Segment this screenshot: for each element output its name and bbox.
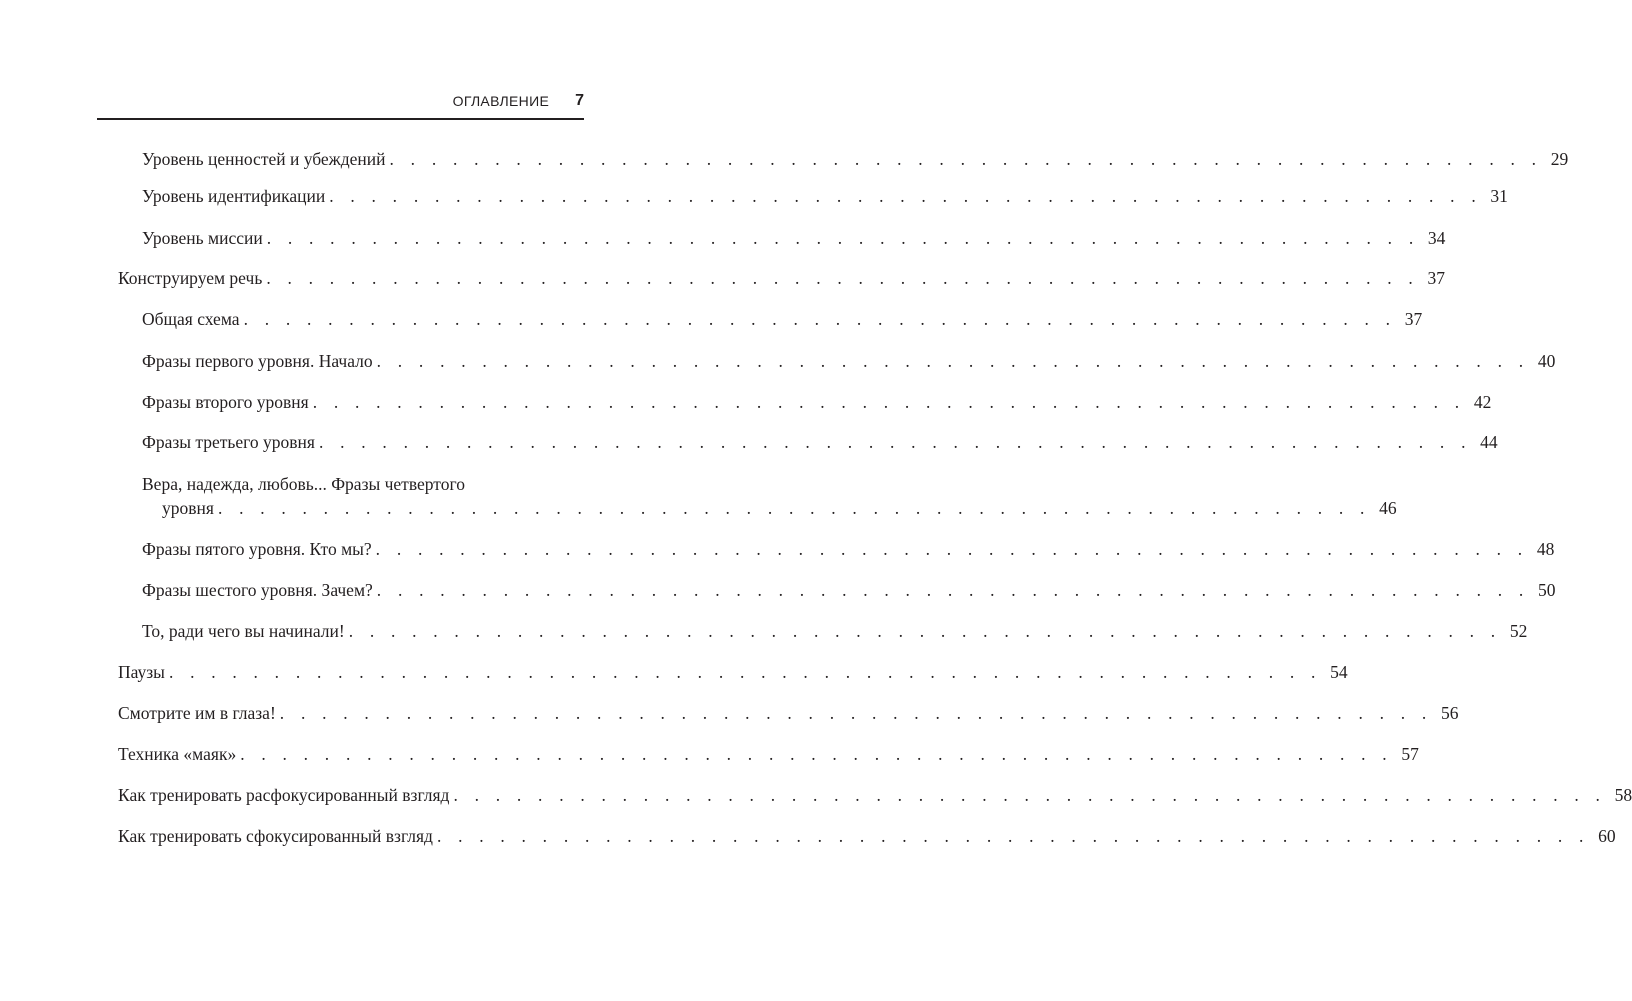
toc-entry-title: То, ради чего вы начинали! [142, 621, 345, 641]
dot-leader: . . . . . . . . . . . . . . . . . . . . . . . . . . . . . . . . . . . . . . . . . . . . . . . . . . . . . . . [453, 785, 1607, 805]
dot-leader: . . . . . . . . . . . . . . . . . . . . . . . . . . . . . . . . . . . . . . . . . . . . . . . . . . . . . . . [329, 186, 1482, 206]
toc-entry-page: 29 [1550, 149, 1569, 169]
toc-entry-title: Техника «маяк» [118, 744, 237, 764]
toc-entry-page: 60 [1598, 826, 1616, 846]
dot-leader: . . . . . . . . . . . . . . . . . . . . . . . . . . . . . . . . . . . . . . . . . . . . . . . . . . . . . . . [266, 228, 1420, 248]
dot-leader: . . . . . . . . . . . . . . . . . . . . . . . . . . . . . . . . . . . . . . . . . . . . . . . . . . . . . . . [279, 703, 1433, 723]
toc-entry-page: 40 [1537, 351, 1556, 371]
toc-entry-page: 54 [1330, 662, 1348, 682]
toc-entry-title: Как тренировать расфокусированный взгляд [118, 785, 450, 805]
toc-entry[interactable] [142, 348, 1556, 374]
toc-entry-title: Фразы шестого уровня. Зачем? [142, 580, 373, 600]
toc-entry[interactable] [118, 782, 1632, 808]
dot-leader: . . . . . . . . . . . . . . . . . . . . . . . . . . . . . . . . . . . . . . . . . . . . . . . . . . . . . . . [217, 498, 1371, 518]
toc-entry[interactable] [118, 659, 1348, 685]
toc-entry[interactable] [142, 536, 1555, 562]
dot-leader: . . . . . . . . . . . . . . . . . . . . . . . . . . . . . . . . . . . . . . . . . . . . . . . . . . . . . . . [348, 621, 1502, 641]
toc-entry[interactable] [142, 577, 1556, 603]
toc-entry-page: 56 [1440, 703, 1459, 723]
toc-entry-title: Общая схема [142, 309, 240, 329]
toc-entry[interactable] [142, 225, 1446, 251]
toc-entry[interactable] [118, 741, 1419, 767]
toc-entry[interactable] [142, 389, 1492, 415]
dot-leader: . . . . . . . . . . . . . . . . . . . . . . . . . . . . . . . . . . . . . . . . . . . . . . . . . . . . . . . [243, 309, 1397, 329]
toc-entry-page: 44 [1480, 432, 1498, 452]
toc-entry-title: Фразы пятого уровня. Кто мы? [142, 539, 372, 559]
toc-entry-title-line2: уровня [162, 498, 214, 518]
toc-entry-page: 50 [1537, 580, 1556, 600]
toc-entry-page: 37 [1404, 309, 1423, 329]
toc-entry-page: 37 [1427, 268, 1445, 288]
toc-entry-page: 34 [1427, 228, 1446, 248]
dot-leader: . . . . . . . . . . . . . . . . . . . . . . . . . . . . . . . . . . . . . . . . . . . . . . . . . . . . . . . [389, 149, 1543, 169]
toc-entry[interactable] [142, 183, 1508, 209]
toc-entry-title: Фразы первого уровня. Начало [142, 351, 373, 371]
toc-entry-page: 42 [1473, 392, 1492, 412]
page-number: 7 [575, 92, 584, 109]
toc-entry-title: Конструируем речь [118, 268, 263, 288]
toc-entry[interactable] [118, 823, 1616, 849]
header-rule [97, 118, 584, 120]
toc-entry[interactable] [142, 306, 1423, 332]
dot-leader: . . . . . . . . . . . . . . . . . . . . . . . . . . . . . . . . . . . . . . . . . . . . . . . . . . . . . . . [312, 392, 1466, 412]
toc-entry-title: Фразы второго уровня [142, 392, 309, 412]
toc-entry[interactable] [142, 146, 1569, 172]
toc-entry-title: Уровень идентификации [142, 186, 326, 206]
toc-entry-page: 48 [1536, 539, 1555, 559]
toc-entry-page: 46 [1379, 498, 1397, 518]
dot-leader: . . . . . . . . . . . . . . . . . . . . . . . . . . . . . . . . . . . . . . . . . . . . . . . . . . . . . . . [168, 662, 1322, 682]
toc-entry-title: Уровень миссии [142, 228, 263, 248]
toc-entry[interactable] [142, 429, 1498, 455]
running-header [97, 88, 584, 114]
toc-entry-title: Смотрите им в глаза! [118, 703, 276, 723]
dot-leader: . . . . . . . . . . . . . . . . . . . . . . . . . . . . . . . . . . . . . . . . . . . . . . . . . . . . . . . [376, 580, 1530, 600]
toc-entry-title: Паузы [118, 662, 165, 682]
toc-entry-title: Как тренировать сфокусированный взгляд [118, 826, 433, 846]
dot-leader: . . . . . . . . . . . . . . . . . . . . . . . . . . . . . . . . . . . . . . . . . . . . . . . . . . . . . . . [436, 826, 1590, 846]
toc-entry-title-line1[interactable]: Вера, надежда, любовь... Фразы четвертого [142, 474, 465, 494]
toc-entry-title: Фразы третьего уровня [142, 432, 315, 452]
dot-leader: . . . . . . . . . . . . . . . . . . . . . . . . . . . . . . . . . . . . . . . . . . . . . . . . . . . . . . . [375, 539, 1529, 559]
toc-entry-page: 58 [1614, 785, 1632, 805]
toc-entry-page: 57 [1401, 744, 1419, 764]
toc-entry[interactable] [162, 495, 1397, 521]
toc-entry[interactable] [142, 618, 1528, 644]
dot-leader: . . . . . . . . . . . . . . . . . . . . . . . . . . . . . . . . . . . . . . . . . . . . . . . . . . . . . . . [240, 744, 1393, 764]
toc-entry[interactable] [118, 265, 1445, 291]
toc-entry-title: Уровень ценностей и убеждений [142, 149, 386, 169]
dot-leader: . . . . . . . . . . . . . . . . . . . . . . . . . . . . . . . . . . . . . . . . . . . . . . . . . . . . . . . [266, 268, 1419, 288]
dot-leader: . . . . . . . . . . . . . . . . . . . . . . . . . . . . . . . . . . . . . . . . . . . . . . . . . . . . . . . [376, 351, 1530, 371]
toc-entry[interactable] [118, 700, 1459, 726]
toc-entry-page: 31 [1490, 186, 1508, 206]
dot-leader: . . . . . . . . . . . . . . . . . . . . . . . . . . . . . . . . . . . . . . . . . . . . . . . . . . . . . . . [318, 432, 1472, 452]
toc-entry-page: 52 [1509, 621, 1528, 641]
section-title: ОГЛАВЛЕНИЕ [452, 93, 550, 109]
